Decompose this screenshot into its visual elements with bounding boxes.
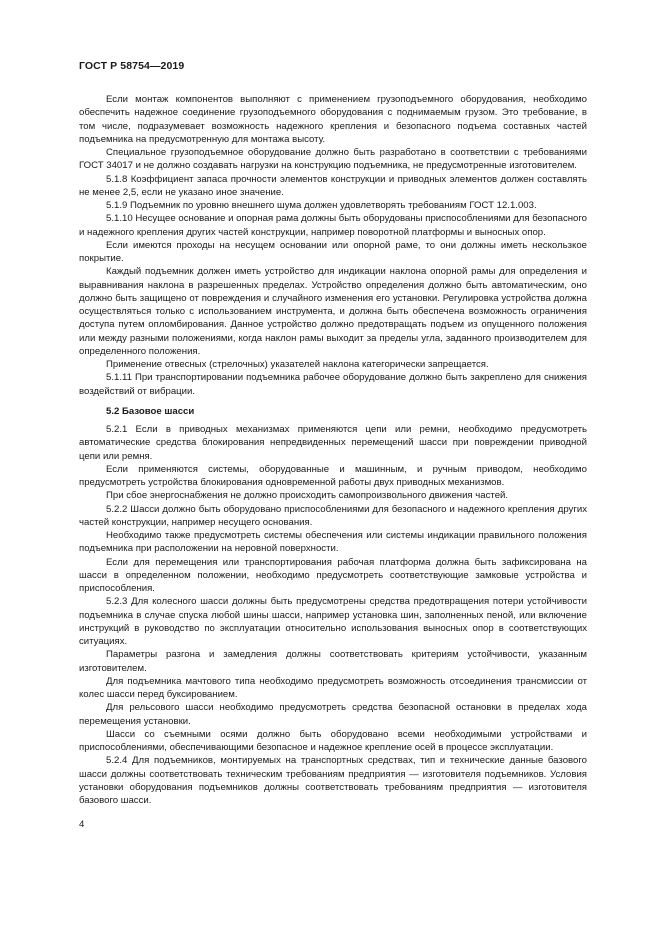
clause-5-1-11: 5.1.11 При транспортировании подъемника рабочее оборудование должно быть закреплено для снижения воздействий от вибрации. (79, 372, 587, 397)
clause-5-2-1: 5.2.1 Если в приводных механизмах применяются цепи или ремни, необходимо предусмотреть автоматические средства блокирования непредвиденных перемещений шасси при повреждении приводной цепи или ремня. (79, 424, 587, 462)
clause-5-1-9: 5.1.9 Подъемник по уровню внешнего шума должен удовлетворять требованиям ГОСТ 12.1.003. (106, 200, 537, 211)
clause-5-2-4: 5.2.4 Для подъемников, монтируемых на транспортных средствах, тип и технические данные базового шасси должны соответствовать техническим требованиям предприятия — изготовителя подъемников. Условия установки оборудования подъемников должны соответствовать требованиям предприятия — изготовителя базового шасси. (79, 755, 587, 806)
body-paragraph: Для рельсового шасси необходимо предусмотреть средства безопасной остановки в пределах хода перемещения установки. (79, 702, 587, 727)
body-paragraph: Для подъемника мачтового типа необходимо предусмотреть возможность отсоединения трансмиссии от колес шасси перед буксированием. (79, 675, 587, 700)
clause-5-2-2: 5.2.2 Шасси должно быть оборудовано приспособлениями для безопасного и надежного крепления других частей конструкции, например несущего основания. (79, 503, 587, 528)
body-paragraph: Если имеются проходы на несущем основании или опорной раме, то они должны иметь нескользкое покрытие. (79, 239, 587, 264)
body-paragraph: Если монтаж компонентов выполняют с применением грузоподъемного оборудования, необходимо обеспечить надежное соединение грузоподъемного оборудования с поднимаемым грузом. Это требование, в том числе, подразумевает возможность надежного крепления и безопасного подъема составных частей подъемника на предусмотренную для монтажа высоту. (79, 94, 587, 145)
body-paragraph: Если для перемещения или транспортирования рабочая платформа должна быть зафиксирована на шасси в определенном положении, необходимо предусмотреть соответствующие замковые устройства и приспособления. (79, 556, 587, 594)
document-code-header: ГОСТ Р 58754—2019 (79, 60, 185, 72)
body-paragraph: Применение отвесных (стрелочных) указателей наклона категорически запрещается. (106, 359, 489, 370)
body-paragraph: Шасси со съемными осями должно быть оборудовано всеми необходимыми устройствами и приспособлениями, обеспечивающими безопасное и надежное крепление осей в процессе эксплуатации. (79, 728, 587, 753)
body-paragraph: Каждый подъемник должен иметь устройство для индикации наклона опорной рамы для определения и выравнивания наклона в разрешенных пределах. Устройство определения должно быть автоматическим, оно должно быть защищено от повреждения и случайного изменения его установки. Регулировка устройства должна осуществляться только с использованием инструмента, и должна быть обеспечена возможность ограничения доступа путем опломбирования. Данное устройство должно предотвращать подъем из опущенного положения или между разными положениями, когда наклон рамы выходит за пределы угла, заданного производителем для определенного положения. (79, 266, 587, 357)
clause-5-2-3: 5.2.3 Для колесного шасси должны быть предусмотрены средства предотвращения потери устойчивости подъемника в случае спуска любой шины шасси, например установка шин, заполненных пеной, или включение инструкций в руководство по эксплуатации относительно использования выносных опор в соответствующих ситуациях. (79, 596, 587, 647)
section-heading-5-2: 5.2 Базовое шасси (106, 405, 195, 417)
body-paragraph: При сбое энергоснабжения не должно происходить самопроизвольного движения частей. (106, 490, 509, 502)
clause-5-1-10: 5.1.10 Несущее основание и опорная рама должны быть оборудованы приспособлениями для безопасного и надежного крепления других частей конструкции, например поворотной платформы и выносных опор. (79, 213, 587, 238)
document-body (79, 93, 587, 807)
body-paragraph: Необходимо также предусмотреть системы обеспечения или системы индикации правильного положения подъемника при расположении на неровной поверхности. (79, 530, 587, 555)
page-number: 4 (79, 819, 85, 830)
body-paragraph: Если применяются системы, оборудованные и машинным, и ручным приводом, необходимо предусмотреть устройства блокирования одновременной работы двух приводных механизмов. (79, 463, 587, 488)
clause-5-1-8: 5.1.8 Коэффициент запаса прочности элементов конструкции и приводных элементов должен составлять не менее 2,5, если не указано иное значение. (79, 173, 587, 198)
body-paragraph: Специальное грузоподъемное оборудование должно быть разработано в соответствии с требованиями ГОСТ 34017 и не должно создавать нагрузки на конструкцию подъемника, не предусмотренные изготовителем. (79, 147, 587, 172)
body-paragraph: Параметры разгона и замедления должны соответствовать критериям устойчивости, указанным изготовителем. (79, 649, 587, 674)
